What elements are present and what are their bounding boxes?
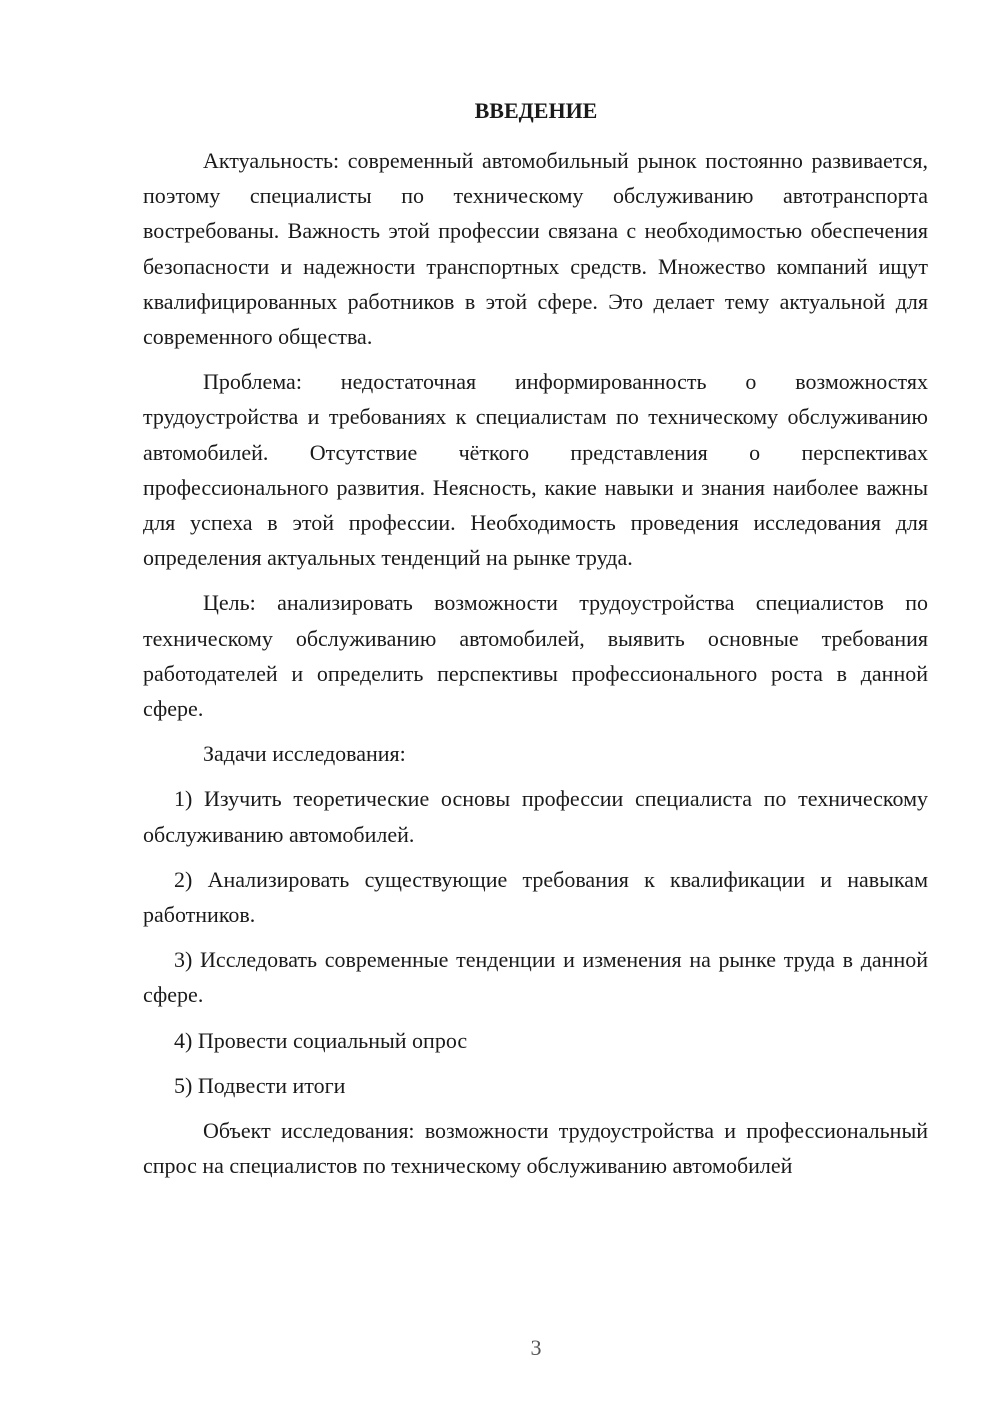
tasks-heading: Задачи исследования:	[203, 741, 406, 767]
relevance-paragraph: Актуальность: современный автомобильный рынок постоянно развивается, поэтому специалисты по техническому обслуживанию автотранспорта востребованы. Важность этой профессии связана с необходимостью обеспечения безопасности и надежности транспортных средств. Множество компаний ищут квалифицированных работников в этой сфере. Это делает тему актуальной для современного общества.	[143, 148, 928, 350]
task-item: 1) Изучить теоретические основы профессии специалиста по техническому обслуживанию автомобилей.	[143, 786, 928, 847]
task-item: 2) Анализировать существующие требования к квалификации и навыкам работников.	[143, 866, 928, 928]
task-item: 3) Исследовать современные тенденции и изменения на рынке труда в данной сфере.	[143, 947, 928, 1008]
page-number: 3	[530, 1335, 542, 1360]
object-paragraph: Объект исследования: возможности трудоустройства и профессиональный спрос на специалистов по техническому обслуживанию автомобилей	[143, 1118, 928, 1179]
tasks-list	[143, 781, 928, 1103]
document-body	[143, 143, 928, 1193]
goal-paragraph: Цель: анализировать возможности трудоустройства специалистов по техническому обслуживанию автомобилей, выявить основные требования работодателей и определить перспективы профессионального роста в данной сфере.	[143, 590, 928, 722]
task-item: 5) Подвести итоги	[174, 1072, 346, 1098]
document-title: ВВЕДЕНИЕ	[474, 98, 598, 123]
problem-paragraph: Проблема: недостаточная информированность о возможностях трудоустройства и требованиях к специалистам по техническому обслуживанию автомобилей. Отсутствие чёткого представления о перспективах профессионального развития. Неясность, какие навыки и знания наиболее важны для успеха в этой профессии. Необходимость проведения исследования для определения актуальных тенденций на рынке труда.	[143, 369, 928, 571]
task-item: 4) Провести социальный опрос	[174, 1027, 468, 1053]
